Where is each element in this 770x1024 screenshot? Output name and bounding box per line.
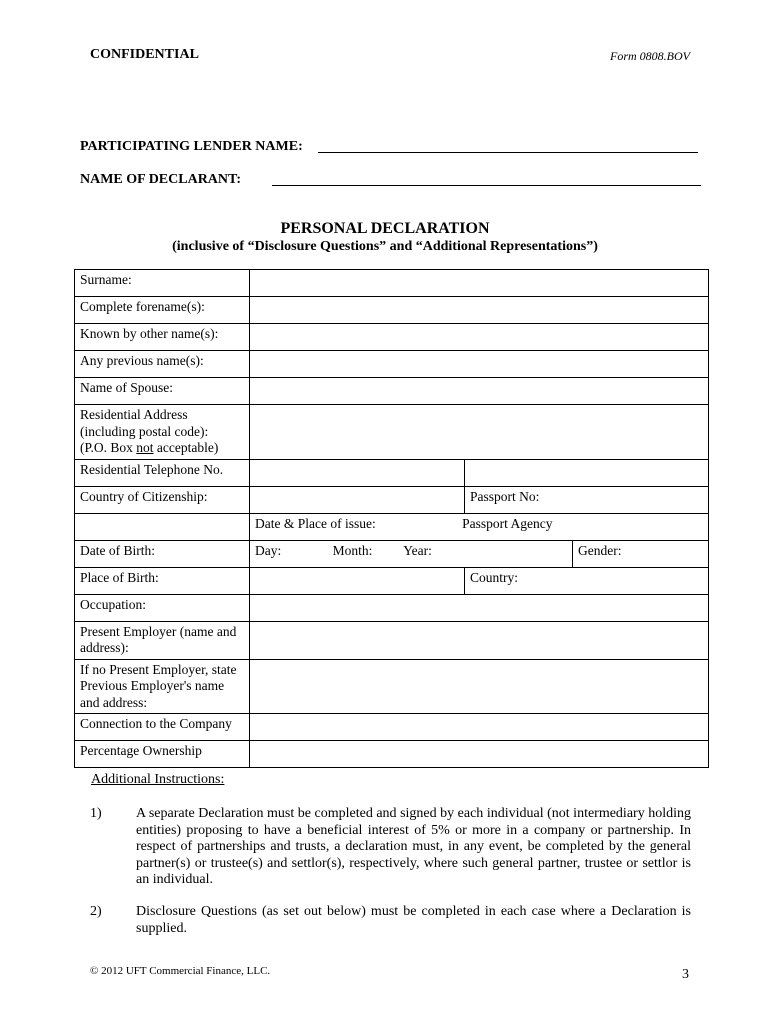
previous-names-field[interactable] (250, 351, 709, 378)
employer-label-line1: Present Employer (name and (80, 623, 237, 639)
connection-label: Connection to the Company (75, 714, 250, 741)
form-number: Form 0808.BOV (610, 49, 690, 63)
prev-employer-label-line3: and address: (80, 694, 148, 710)
address-field[interactable] (250, 405, 709, 460)
address-label-line3-post: acceptable) (153, 440, 219, 455)
confidential-label: CONFIDENTIAL (90, 47, 199, 62)
connection-field[interactable] (250, 714, 709, 741)
forenames-field[interactable] (250, 297, 709, 324)
dob-month-label: Month: (332, 542, 373, 558)
document-subtitle: (inclusive of “Disclosure Questions” and “Additional Representations”) (172, 239, 598, 254)
telephone-label: Residential Telephone No. (75, 459, 250, 486)
forenames-label: Complete forename(s): (75, 297, 250, 324)
telephone-field[interactable] (250, 459, 465, 486)
instructions-title: Additional Instructions: (91, 772, 225, 787)
ownership-label: Percentage Ownership (75, 741, 250, 768)
dob-field[interactable] (250, 540, 573, 567)
declarant-name-label: NAME OF DECLARANT: (80, 172, 241, 187)
prev-employer-label-line2: Previous Employer's name (80, 678, 225, 693)
instruction-1-number: 1) (90, 806, 102, 821)
lender-name-label: PARTICIPATING LENDER NAME: (80, 139, 303, 154)
citizenship-label: Country of Citizenship: (75, 486, 250, 513)
instruction-2-number: 2) (90, 904, 102, 919)
prev-employer-label (75, 659, 250, 714)
address-label-line2: (including postal code): (80, 423, 209, 439)
place-of-birth-label: Place of Birth: (75, 567, 250, 594)
occupation-label: Occupation: (75, 594, 250, 621)
place-of-birth-field[interactable] (250, 567, 465, 594)
surname-field[interactable] (250, 270, 709, 297)
surname-label: Surname: (75, 270, 250, 297)
telephone-field-extra[interactable] (465, 459, 709, 486)
page-number: 3 (682, 967, 689, 982)
citizenship-field[interactable] (250, 486, 465, 513)
declaration-form-table (74, 269, 709, 768)
instruction-1-text: A separate Declaration must be completed and signed by each individual (not intermediary holding entities) proposing to have a beneficial interest of 5% or more in a company or partnership. In respect of partnerships and trusts, a declaration must, in any event, be completed by the general partner(s) or trustee(s) and settlor(s), respectively, where such general partner, trustee or settlor is an individual. (136, 806, 691, 887)
gender-label: Gender: (573, 540, 709, 567)
employer-label-line2: address): (80, 640, 129, 655)
address-label-line1: Residential Address (80, 407, 188, 422)
dob-label: Date of Birth: (75, 540, 250, 567)
address-label (75, 405, 250, 460)
prev-employer-field[interactable] (250, 659, 709, 714)
passport-no-label: Passport No: (465, 486, 709, 513)
address-label-line3-pre: (P.O. Box (80, 440, 137, 455)
dob-year-label: Year: (403, 542, 432, 558)
spouse-field[interactable] (250, 378, 709, 405)
instruction-2-text: Disclosure Questions (as set out below) must be completed in each case where a Declaration is supplied. (136, 904, 691, 936)
date-place-issue-label: Date & Place of issue: (255, 515, 376, 531)
spouse-label: Name of Spouse: (75, 378, 250, 405)
known-by-label: Known by other name(s): (75, 324, 250, 351)
address-label-line3 (80, 440, 244, 457)
passport-issue-row (250, 513, 709, 540)
occupation-field[interactable] (250, 594, 709, 621)
prev-employer-label-line1: If no Present Employer, state (80, 661, 237, 677)
address-label-not: not (136, 440, 154, 455)
footer-copyright: © 2012 UFT Commercial Finance, LLC. (90, 965, 271, 977)
dob-day-label: Day: (255, 542, 282, 558)
previous-names-label: Any previous name(s): (75, 351, 250, 378)
employer-label (75, 621, 250, 659)
passport-blank-cell (75, 513, 250, 540)
declarant-name-line[interactable] (272, 185, 701, 186)
ownership-field[interactable] (250, 741, 709, 768)
employer-field[interactable] (250, 621, 709, 659)
passport-agency-label: Passport Agency (462, 515, 553, 531)
lender-name-line[interactable] (318, 152, 698, 153)
known-by-field[interactable] (250, 324, 709, 351)
country-label: Country: (465, 567, 709, 594)
document-title: PERSONAL DECLARATION (280, 220, 490, 237)
